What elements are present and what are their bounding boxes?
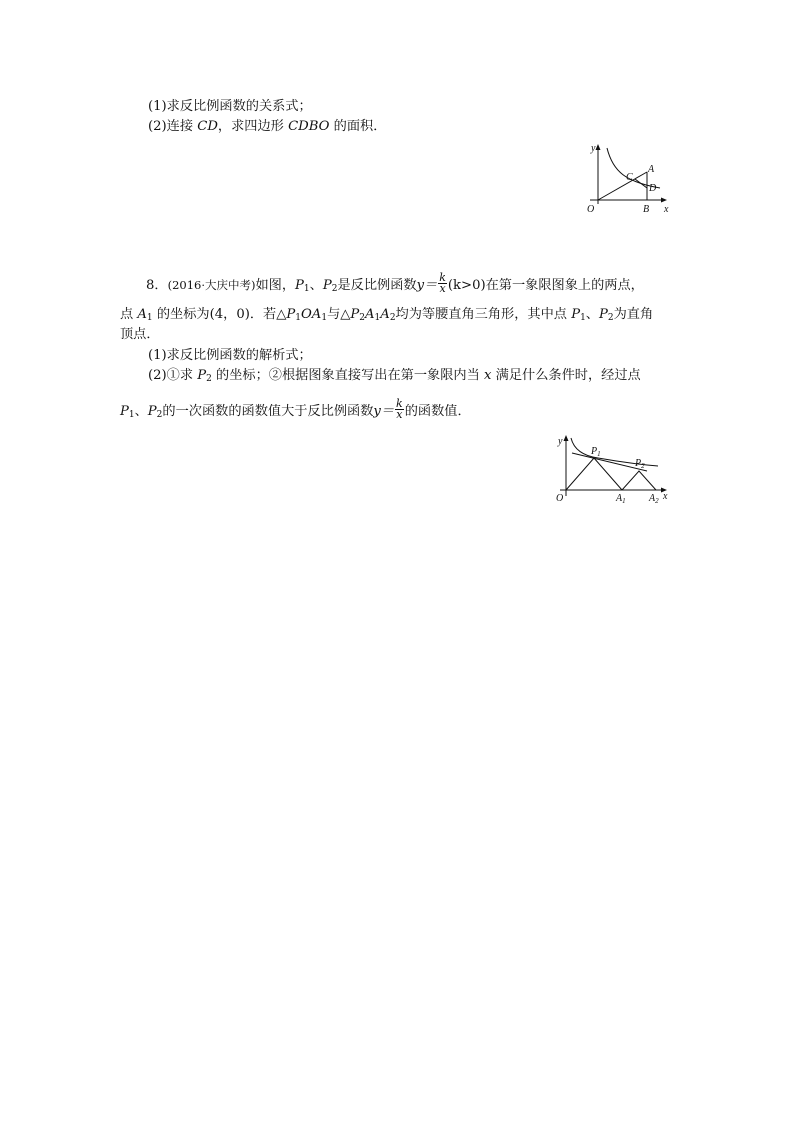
q7-label-c: C <box>626 172 633 183</box>
q7-x-arrow <box>661 198 667 203</box>
q8-label-o: O <box>556 493 564 504</box>
q7-line-cd <box>635 179 647 188</box>
q8-label-y: y <box>558 436 563 447</box>
q7-label-x: x <box>664 204 669 215</box>
q8-triangle-2 <box>622 471 656 490</box>
q7-line-oa <box>598 172 647 200</box>
q7-label-b: B <box>643 204 650 215</box>
q8-fraction-k-over-x-2: $\frac{k}{x}$ <box>396 397 403 421</box>
q7-label-y: y <box>591 143 596 154</box>
q8-line6: $P_1$、$P_2$的一次函数的函数值大于反比例函数y＝ $\frac{k}{x}$ 的函数值． <box>120 397 471 421</box>
q7-y-arrow <box>596 144 601 150</box>
q8-label-a2: $A_2$ <box>649 493 659 504</box>
q8-fraction-k-over-x: $\frac{k}{x}$ <box>439 271 446 295</box>
q8-label-a1: $A_1$ <box>616 493 626 504</box>
q8-label-x: x <box>663 491 668 502</box>
q8-line3: 顶点． <box>120 327 160 342</box>
q7-label-d: D <box>649 183 657 194</box>
q8-y-arrow <box>564 435 569 441</box>
q7-part2: (2)连接 CD，求四边形 CDBO 的面积． <box>148 119 387 134</box>
q8-part2: (2)①求 $P_2$ 的坐标；②根据图象直接写出在第一象限内当 x 满足什么条件时，经过点 <box>148 368 641 384</box>
q8-label-p2: $P_2$ <box>635 458 645 470</box>
q8-line1: 8．(2016·大庆中考)如图，$P_1$、$P_2$是反比例函数y＝ $\frac{k}{x}$ (k>0)在第一象限图象上的两点， <box>146 271 644 295</box>
q8-part1: (1)求反比例函数的解析式； <box>148 348 312 363</box>
q7-part1: (1)求反比例函数的关系式； <box>148 99 312 114</box>
q7-label-a: A <box>648 164 655 175</box>
q8-hyperbola <box>571 438 658 466</box>
q8-label-p1: $P_1$ <box>591 446 601 458</box>
q7-figure <box>580 142 690 217</box>
q8-figure <box>550 432 675 504</box>
q7-label-o: O <box>587 204 595 215</box>
q8-line2: 点 $A_1$ 的坐标为(4，0)．若$\triangle P_1OA_1$与$\triangle P_2A_1A_2$均为等腰直角三角形，其中点 $P_1$、$P_2$为直角 <box>120 307 654 323</box>
